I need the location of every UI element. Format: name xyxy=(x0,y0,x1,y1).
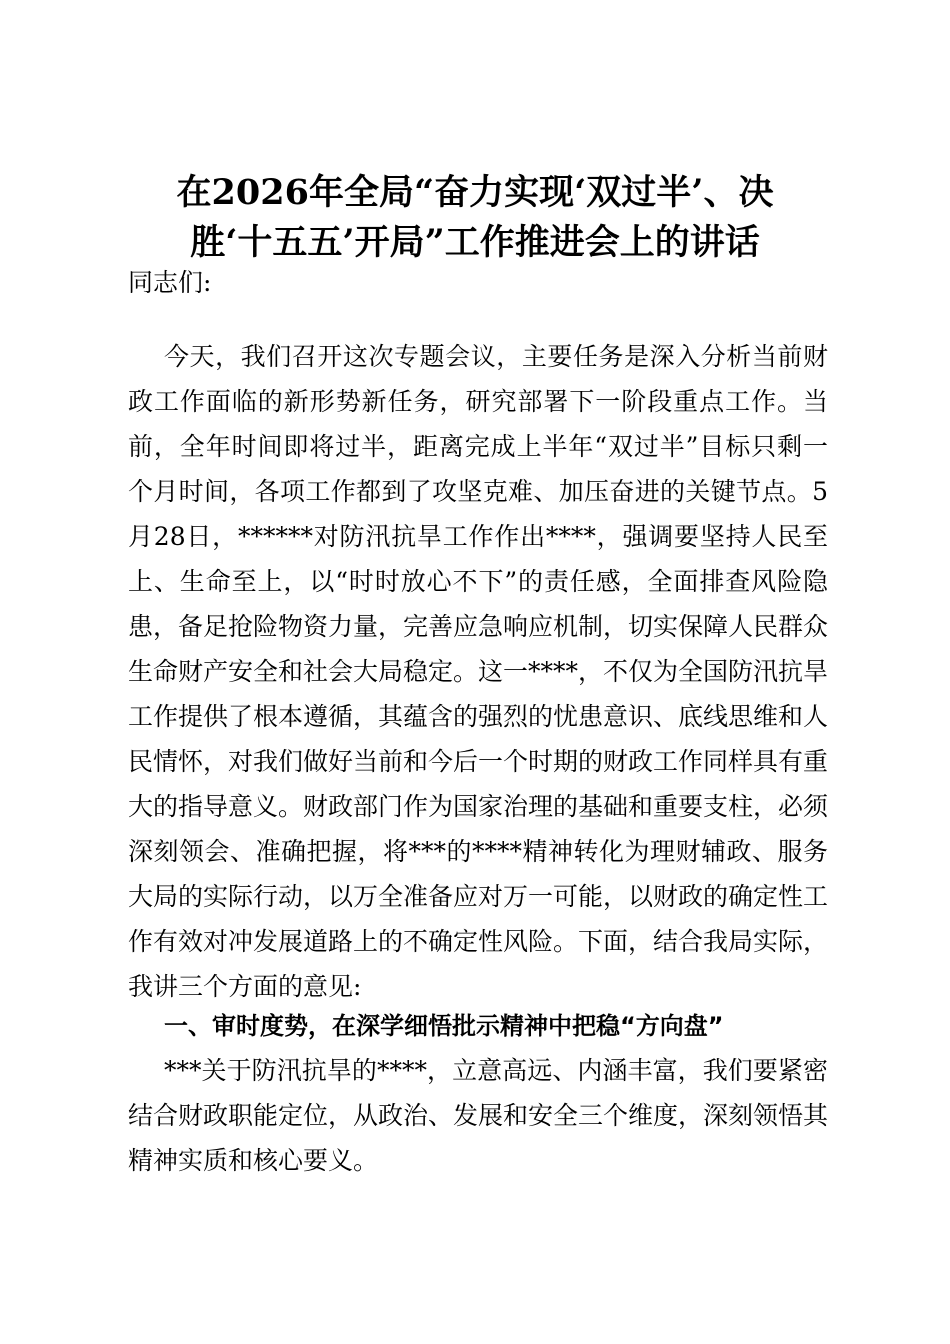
title-line-2: 胜‘十五五’开局”工作推进会上的讲话 xyxy=(190,222,760,263)
paragraph-section-1: ***关于防汛抗旱的****，立意高远、内涵丰富，我们要紧密结合财政职能定位，从政治、发展和安全三个维度，深刻领悟其精神实质和核心要义。 xyxy=(128,1056,829,1175)
document-title xyxy=(120,168,830,268)
section-heading-1: 一、审时度势，在深学细悟批示精神中把稳“方向盘” xyxy=(164,1012,724,1040)
paragraph-intro: 今天，我们召开这次专题会议，主要任务是深入分析当前财政工作面临的新形势新任务，研究部署下一阶段重点工作。当前，全年时间即将过半，距离完成上半年“双过半”目标只剩一个月时间，各项工作都到了攻坚克难、加压奋进的关键节点。5月28日，******对防汛抗旱工作作出****，强调要坚持人民至上、生命至上，以“时时放心不下”的责任感，全面排查风险隐患，备足抢险物资力量，完善应急响应机制，切实保障人民群众生命财产安全和社会大局稳定。这一****，不仅为全国防汛抗旱工作提供了根本遵循，其蕴含的强烈的忧患意识、底线思维和人民情怀，对我们做好当前和今后一个时期的财政工作同样具有重大的指导意义。财政部门作为国家治理的基础和重要支柱，必须深刻领会、准确把握，将***的****精神转化为理财辅政、服务大局的实际行动，以万全准备应对万一可能，以财政的确定性工作有效对冲发展道路上的不确定性风险。下面，结合我局实际，我讲三个方面的意见: xyxy=(128,342,829,1001)
salutation: 同志们: xyxy=(128,268,212,297)
title-line-1: 在2026年全局“奋力实现‘双过半’、决 xyxy=(176,172,774,213)
